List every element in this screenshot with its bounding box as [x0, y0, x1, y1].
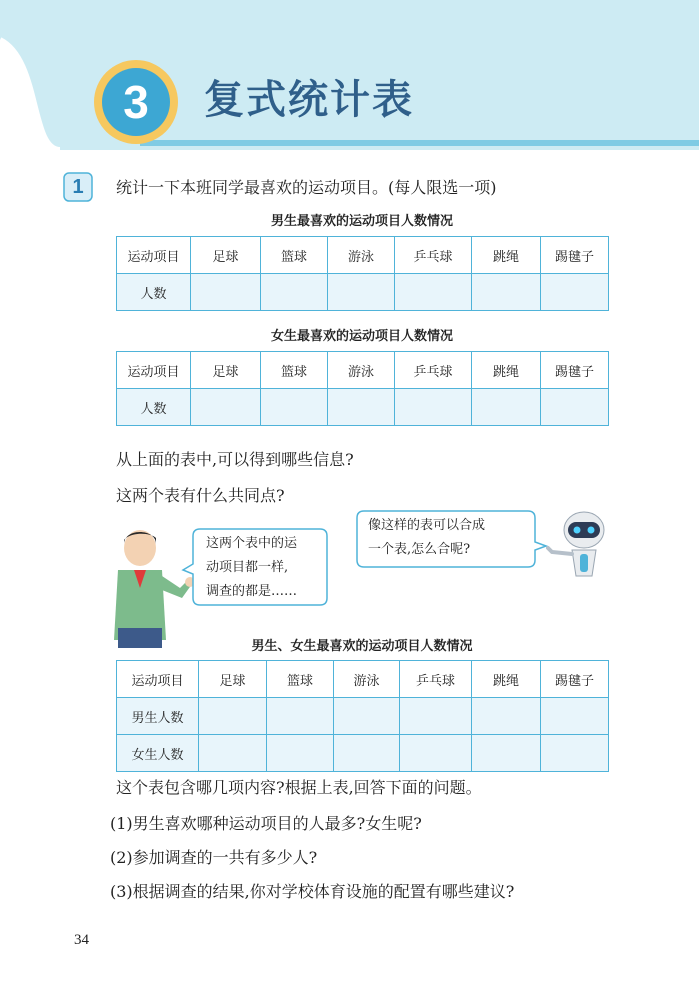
blank-cell — [328, 274, 395, 311]
header-cell: 运动项目 — [117, 661, 199, 698]
sport-cell: 足球 — [191, 352, 261, 389]
header-cell: 运动项目 — [117, 352, 191, 389]
table-girls — [116, 351, 609, 426]
table-row — [117, 274, 609, 311]
row-label-cell: 女生人数 — [117, 735, 199, 772]
table-boys — [116, 236, 609, 311]
table-row — [117, 352, 609, 389]
table-row — [117, 237, 609, 274]
blank-cell — [328, 389, 395, 426]
chapter-header — [0, 0, 699, 150]
row-label-cell: 男生人数 — [117, 698, 199, 735]
blank-cell — [541, 735, 609, 772]
blank-cell — [541, 274, 609, 311]
table-combined-caption: 男生、女生最喜欢的运动项目人数情况 — [251, 639, 473, 654]
blank-cell — [267, 735, 334, 772]
blank-cell — [334, 735, 400, 772]
blank-cell — [400, 698, 472, 735]
sport-cell: 跳绳 — [472, 237, 541, 274]
question-common: 这两个表有什么共同点? — [116, 486, 285, 505]
table-boys-caption: 男生最喜欢的运动项目人数情况 — [270, 214, 453, 229]
blank-cell — [541, 389, 609, 426]
table-row — [117, 389, 609, 426]
sport-cell: 足球 — [191, 237, 261, 274]
blank-cell — [472, 274, 541, 311]
sport-cell: 跳绳 — [472, 661, 541, 698]
header-cell: 运动项目 — [117, 237, 191, 274]
question-1: (1)男生喜欢哪种运动项目的人最多?女生呢? — [110, 814, 422, 833]
blank-cell — [472, 698, 541, 735]
boy-bubble-line-2: 动项目都一样, — [206, 560, 289, 575]
sport-cell: 踢毽子 — [541, 661, 609, 698]
blank-cell — [199, 735, 267, 772]
sport-cell: 篮球 — [261, 352, 328, 389]
blank-cell — [261, 274, 328, 311]
row-label-cell: 人数 — [117, 389, 191, 426]
question-prompt: 统计一下本班同学最喜欢的运动项目。(每人限选一项) — [116, 178, 497, 197]
blank-cell — [191, 274, 261, 311]
row-label-cell: 人数 — [117, 274, 191, 311]
blank-cell — [395, 274, 472, 311]
robot-illustration — [546, 508, 612, 580]
sport-cell: 足球 — [199, 661, 267, 698]
chapter-title: 复式统计表 — [204, 77, 414, 123]
sport-cell: 游泳 — [334, 661, 400, 698]
sport-cell: 踢毽子 — [541, 352, 609, 389]
table-row — [117, 661, 609, 698]
table-row — [117, 698, 609, 735]
robot-bubble-line-1: 像这样的表可以合成 — [368, 518, 486, 533]
sport-cell: 游泳 — [328, 352, 395, 389]
blank-cell — [191, 389, 261, 426]
blank-cell — [334, 698, 400, 735]
blank-cell — [395, 389, 472, 426]
question-intro: 这个表包含哪几项内容?根据上表,回答下面的问题。 — [116, 778, 482, 797]
robot-bubble-line-2: 一个表,怎么合呢? — [368, 542, 471, 557]
question-3: (3)根据调查的结果,你对学校体育设施的配置有哪些建议? — [110, 882, 515, 901]
sport-cell: 踢毽子 — [541, 237, 609, 274]
sport-cell: 游泳 — [328, 237, 395, 274]
blank-cell — [267, 698, 334, 735]
question-number: 1 — [72, 176, 84, 198]
blank-cell — [261, 389, 328, 426]
blank-cell — [541, 698, 609, 735]
sport-cell: 篮球 — [267, 661, 334, 698]
boy-bubble-line-3: 调查的都是…… — [206, 584, 298, 599]
blank-cell — [400, 735, 472, 772]
sport-cell: 乒乓球 — [395, 352, 472, 389]
sport-cell: 乒乓球 — [395, 237, 472, 274]
boy-bubble-line-1: 这两个表中的运 — [206, 536, 298, 551]
table-row — [117, 735, 609, 772]
sport-cell: 跳绳 — [472, 352, 541, 389]
question-info: 从上面的表中,可以得到哪些信息? — [116, 450, 354, 469]
blank-cell — [472, 735, 541, 772]
chapter-number: 3 — [123, 76, 149, 128]
table-girls-caption: 女生最喜欢的运动项目人数情况 — [270, 329, 453, 344]
sport-cell: 篮球 — [261, 237, 328, 274]
table-combined — [116, 660, 609, 772]
page-number: 34 — [74, 932, 89, 948]
blank-cell — [472, 389, 541, 426]
blank-cell — [199, 698, 267, 735]
question-2: (2)参加调查的一共有多少人? — [110, 848, 318, 867]
sport-cell: 乒乓球 — [400, 661, 472, 698]
